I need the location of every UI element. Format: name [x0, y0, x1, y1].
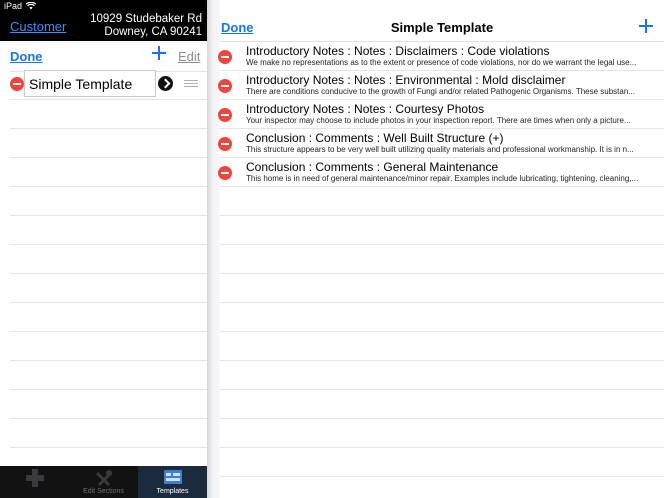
right-pane	[220, 0, 664, 498]
plus-cross-icon	[26, 469, 44, 487]
template-items-list	[220, 42, 664, 498]
delete-item-icon[interactable]	[218, 79, 232, 93]
tab-label: Templates	[156, 488, 189, 495]
tab-bar	[0, 466, 207, 498]
templates-icon	[163, 469, 183, 485]
tab-templates[interactable]	[138, 466, 207, 498]
template-list	[10, 71, 207, 466]
tab-add[interactable]	[0, 466, 69, 498]
list-item[interactable]	[220, 71, 664, 99]
left-pane	[0, 0, 207, 498]
tab-edit-sections[interactable]	[69, 466, 138, 498]
item-description: There are conditions conducive to the growth of Fungi and/or related Pathogenic Organisms. These substan...	[246, 87, 635, 96]
wifi-icon	[26, 2, 36, 10]
customer-link[interactable]: Customer	[10, 19, 67, 34]
left-toolbar	[0, 41, 207, 71]
delete-item-icon[interactable]	[218, 108, 232, 122]
status-bar	[4, 1, 36, 11]
address-line-1: 10929 Studebaker Rd	[90, 13, 202, 25]
add-item-icon[interactable]	[638, 18, 654, 34]
list-item[interactable]	[220, 100, 664, 128]
address-line-2: Downey, CA 90241	[104, 25, 202, 38]
template-name-input[interactable]	[24, 70, 156, 97]
page-title: Simple Template	[390, 20, 494, 35]
list-item[interactable]	[220, 42, 664, 70]
delete-item-icon[interactable]	[218, 50, 232, 64]
tab-label: Edit Sections	[83, 488, 124, 495]
address	[90, 13, 202, 38]
edit-button[interactable]: Edit	[178, 49, 201, 64]
left-header	[0, 0, 207, 41]
tools-icon	[95, 469, 113, 487]
item-description: This structure appears to be very well built utilizing quality materials and professional workmanship. It is in n...	[246, 145, 634, 154]
item-title: Introductory Notes : Notes : Courtesy Photos	[246, 102, 485, 116]
delete-item-icon[interactable]	[218, 137, 232, 151]
reorder-handle-icon[interactable]	[184, 80, 198, 88]
list-item[interactable]	[220, 158, 664, 186]
carrier-label: iPad	[4, 1, 23, 11]
item-title: Introductory Notes : Notes : Disclaimers : Code violations	[246, 44, 550, 58]
item-description: This home is in need of general maintenance/minor repair. Examples include lubricating, tightening, cleaning,...	[246, 174, 639, 183]
list-item[interactable]	[220, 129, 664, 157]
disclosure-arrow-icon[interactable]	[158, 76, 173, 91]
done-button-left[interactable]: Done	[10, 49, 43, 64]
done-button-right[interactable]: Done	[221, 20, 254, 35]
item-description: Your inspector may choose to include photos in your inspection report. There are times when only a picture...	[246, 116, 631, 125]
right-header	[220, 0, 664, 42]
item-description: We make no representations as to the extent or presence of code violations, nor do we warrant the legal use...	[246, 58, 637, 67]
item-title: Conclusion : Comments : General Maintenance	[246, 160, 499, 174]
add-template-icon[interactable]	[150, 44, 168, 62]
delete-item-icon[interactable]	[218, 166, 232, 180]
split-divider[interactable]	[207, 0, 220, 498]
item-title: Introductory Notes : Notes : Environmental : Mold disclaimer	[246, 73, 566, 87]
item-title: Conclusion : Comments : Well Built Structure (+)	[246, 131, 504, 145]
delete-template-icon[interactable]	[10, 77, 24, 91]
